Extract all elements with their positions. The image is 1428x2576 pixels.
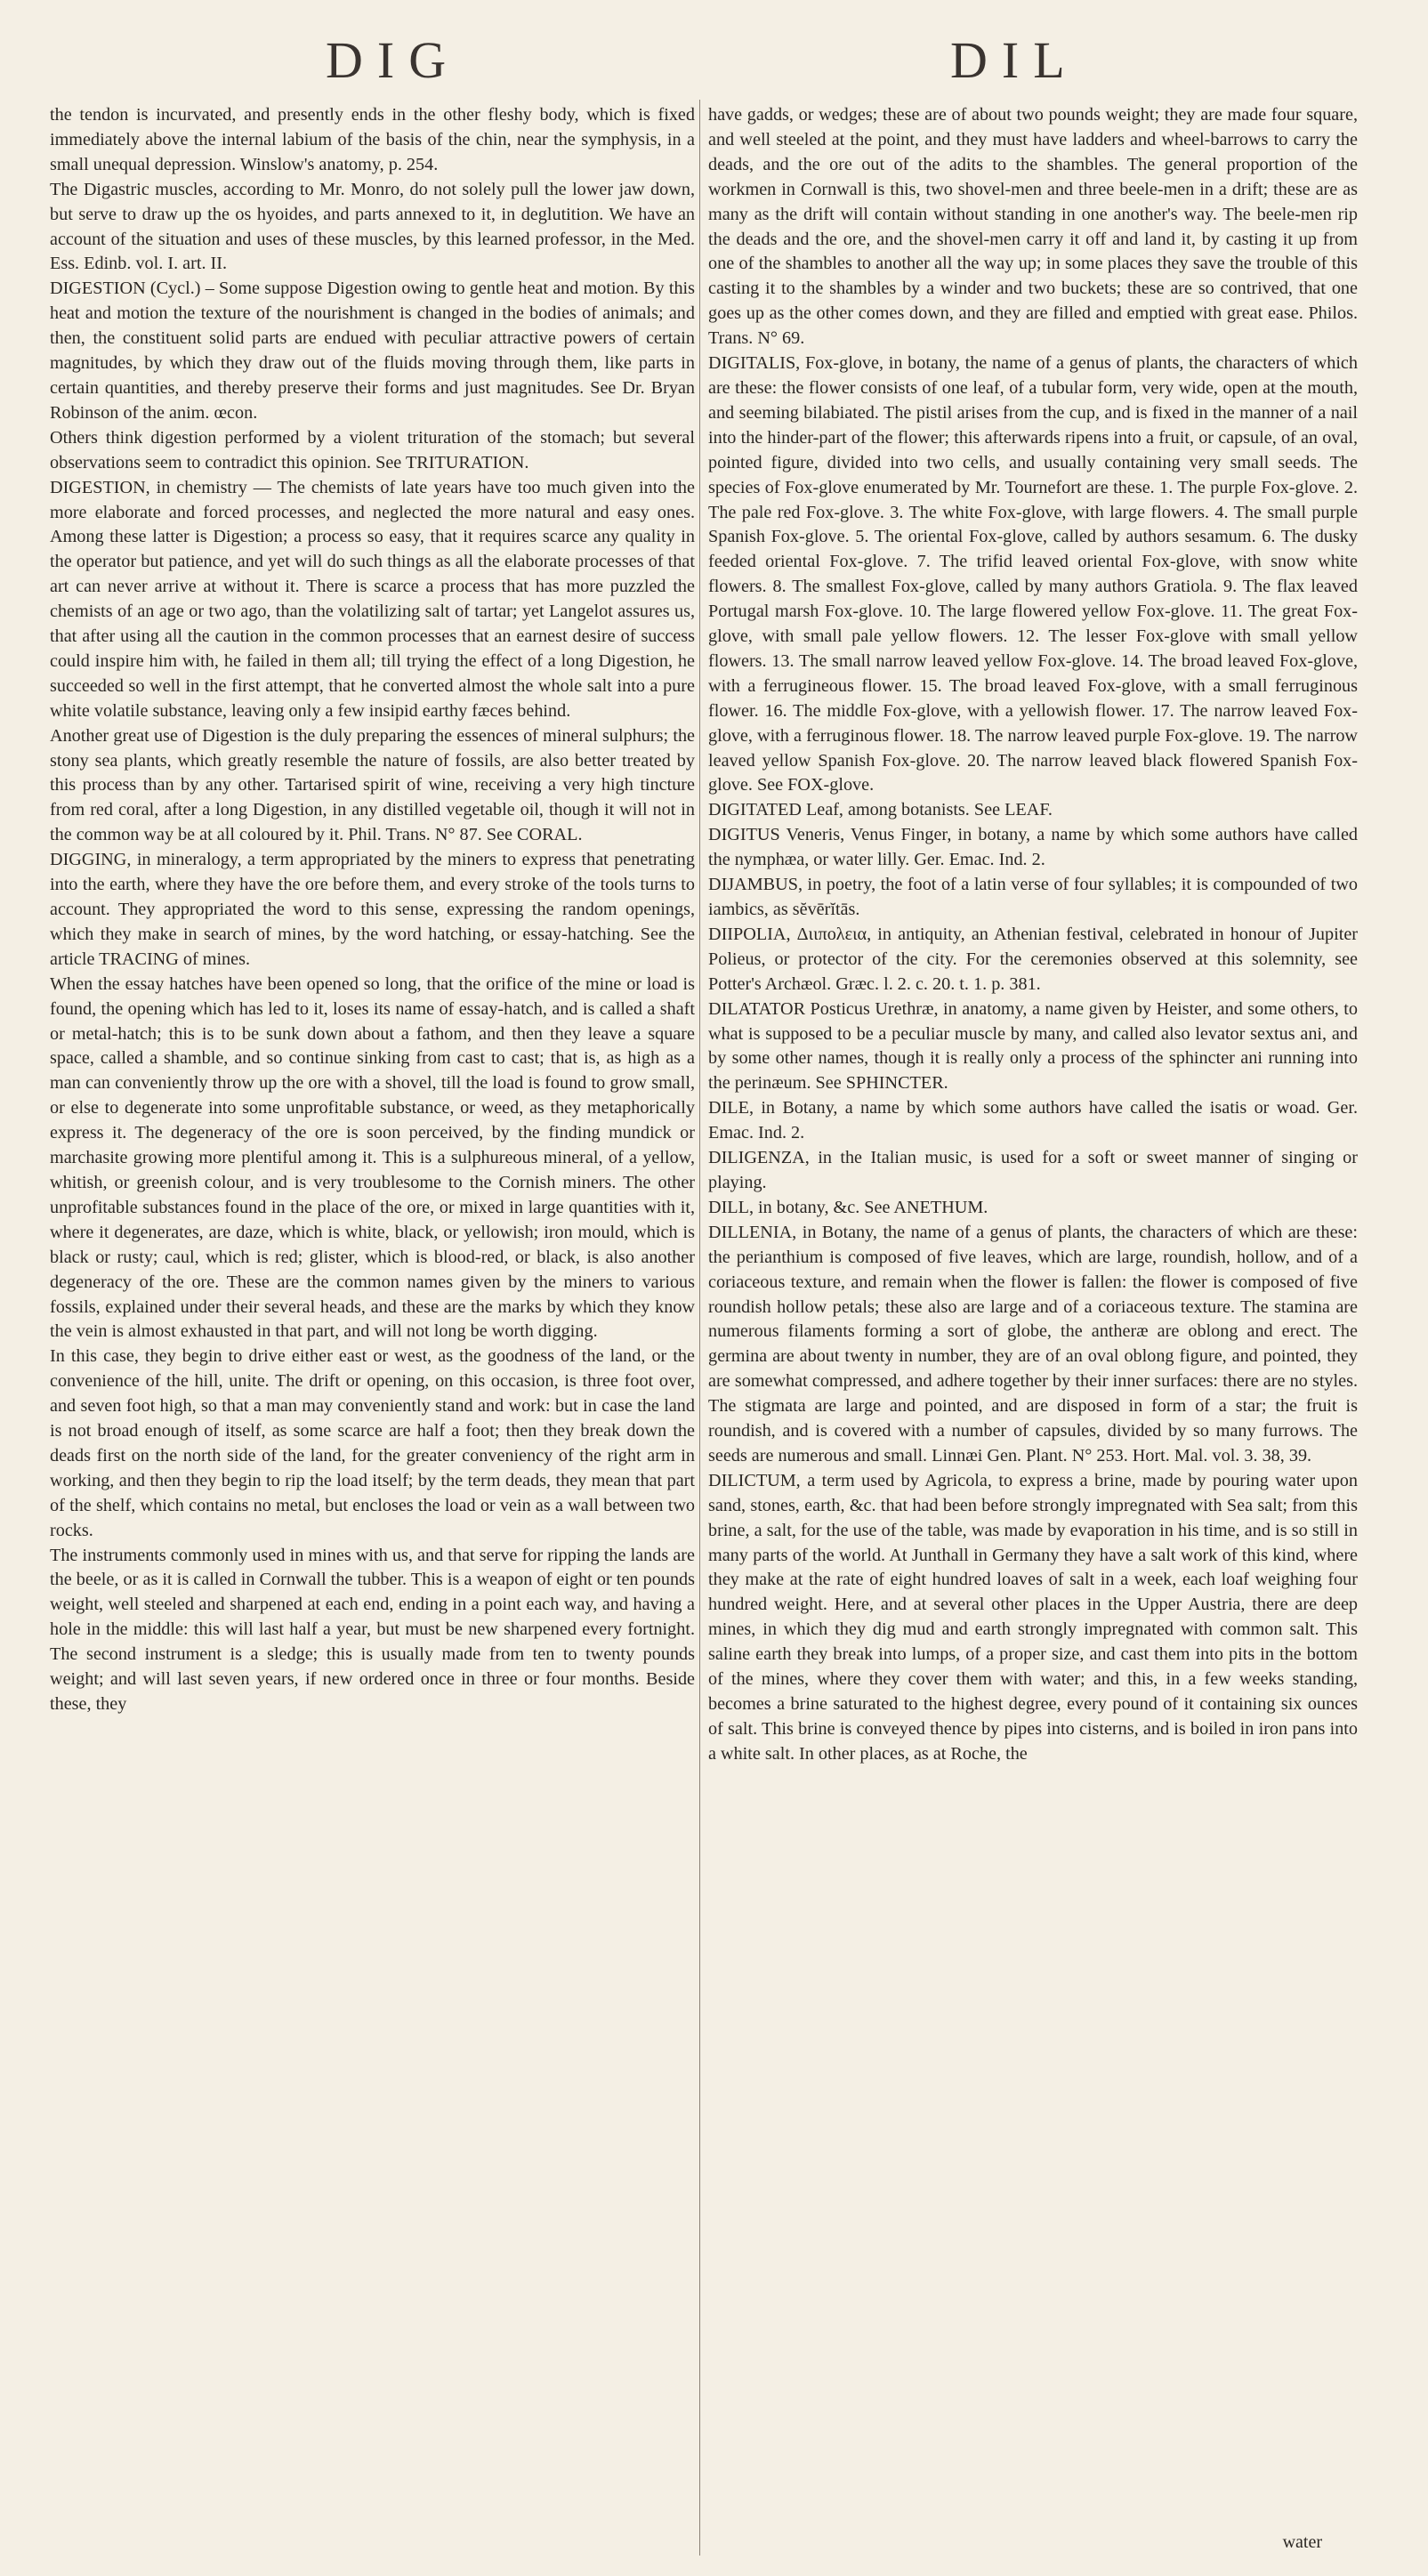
paragraph: DIGITUS Veneris, Venus Finger, in botany, a name by which some authors have called the nymphæa, or water lilly. Ger. Emac. Ind. 2. bbox=[708, 825, 1358, 870]
paragraph: DILE, in Botany, a name by which some authors have called the isatis or woad. Ger. Emac. Ind. 2. bbox=[708, 1098, 1358, 1143]
paragraph: the tendon is incurvated, and presently ends in the other fleshy body, which is fixed immediately above the internal labium of the basis of the chin, near the symphysis, in a small unequal depression. Winslow's anatomy, p. 254. bbox=[50, 105, 695, 174]
page-header bbox=[0, 30, 1428, 101]
paragraph: DIJAMBUS, in poetry, the foot of a latin verse of four syllables; it is compounded of two iambics, as sĕvērĭtās. bbox=[708, 875, 1358, 919]
paragraph: DIGITATED Leaf, among botanists. See LEAF. bbox=[708, 800, 1053, 820]
running-head-left: DIG bbox=[326, 31, 461, 89]
right-column bbox=[708, 103, 1358, 2559]
paragraph: DIGGING, in mineralogy, a term appropriated by the miners to express that penetrating into the earth, where they have the ore before them, and every stroke of the tools turns to account. They appropriated the word to this sense, expressing the random openings, which they make in search of mines, by the word hatching, or essay-hatching. See the article TRACING of mines. bbox=[50, 850, 695, 969]
paragraph: DIGESTION (Cycl.) – Some suppose Digestion owing to gentle heat and motion. By this heat and motion the texture of the nourishment is changed in the bodies of animals; and then, the constituent solid parts are endued with peculiar attractive powers of certain magnitudes, by which they draw out of the fluids moving through them, like parts in certain quantities, and thereby preserve their forms and just magnitudes. See Dr. Bryan Robinson of the anim. œcon. bbox=[50, 279, 695, 423]
paragraph: Another great use of Digestion is the duly preparing the essences of mineral sulphurs; the stony sea plants, which greatly resemble the nature of fossils, are also better treated by this process than by any other. Tartarised spirit of wine, receiving a very high tincture from red coral, after a long Digestion, in any distilled vegetable oil, though it will not in the common way be at all coloured by it. Phil. Trans. N° 87. See CORAL. bbox=[50, 725, 695, 845]
paragraph: DIGITALIS, Fox-glove, in botany, the name of a genus of plants, the characters of which are these: the flower consists of one leaf, of a tubular form, very wide, open at the mouth, and seeming bilabiated. The pistil arises from the cup, and is fixed in the manner of a nail into the hinder-part of the flower; this afterwards ripens into a fruit, or capsule, of an oval, pointed figure, divided into two cells, and usually containing very small seeds. The species of Fox-glove enumerated by Mr. Tournefort are these. 1. The purple Fox-glove. 2. The pale red Fox-glove. 3. The white Fox-glove, with large flowers. 4. The small purple Spanish Fox-glove. 5. The oriental Fox-glove, called by authors sesamum. 6. The dusky feeded oriental Fox-glove. 7. The trifid leaved oriental Fox-glove, with snow white flowers. 8. The smallest Fox-glove, called by many authors Gratiola. 9. The flax leaved Portugal marsh Fox-glove. 10. The large flowered yellow Fox-glove. 11. The great Fox-glove, with small pale yellow flowers. 12. The lesser Fox-glove with small yellow flowers. 13. The small narrow leaved yellow Fox-glove. 14. The broad leaved Fox-glove, with a ferrugineous flower. 15. The broad leaved Fox-glove, with a small ferruginous flower. 16. The middle Fox-glove, with a yellowish flower. 17. The narrow leaved Fox-glove, with a ferruginous flower. 18. The narrow leaved purple Fox-glove. 19. The narrow leaved yellow Spanish Fox-glove. 20. The narrow leaved black flowered Spanish Fox-glove. See FOX-glove. bbox=[708, 353, 1358, 795]
paragraph: Others think digestion performed by a violent trituration of the stomach; but several observations seem to contradict this opinion. See TRITURATION. bbox=[50, 427, 695, 472]
paragraph: DILIGENZA, in the Italian music, is used for a soft or sweet manner of singing or playing. bbox=[708, 1148, 1358, 1192]
paragraph: DILLENIA, in Botany, the name of a genus of plants, the characters of which are these: the perianthium is composed of five leaves, which are large, roundish, hollow, and of a coriaceous texture, and remain when the flower is fallen: the flower is composed of five roundish hollow petals; these also are large and of a coriaceous texture. The stamina are numerous filaments forming a sort of globe, the antheræ are oblong and erect. The germina are about twenty in number, they are of an oval oblong figure, and pointed, they are somewhat compressed, and adhere together by their inner surfaces: there are no styles. The stigmata are large and pointed, and are disposed in form of a star; the fruit is roundish, and is covered with a number of capsules, divided by so many furrows. The seeds are numerous and small. Linnæi Gen. Plant. N° 253. Hort. Mal. vol. 3. 38, 39. bbox=[708, 1222, 1358, 1466]
paragraph: DIIPOLIA, Διιπολεια, in antiquity, an Athenian festival, celebrated in honour of Jupiter Polieus, or protector of the city. For the ceremonies observed at this solemnity, see Potter's Archæol. Græc. l. 2. c. 20. t. 1. p. 381. bbox=[708, 924, 1358, 994]
paragraph: DILL, in botany, &c. See ANETHUM. bbox=[708, 1197, 988, 1217]
column-divider bbox=[699, 100, 700, 2556]
paragraph: When the essay hatches have been opened so long, that the orifice of the mine or load is found, the opening which has led to it, loses its name of essay-hatch, and is called a shaft or metal-hatch; this is to be sunk down about a fathom, and then they leave a square space, called a shamble, and so continue sinking from cast to cast; that is, as high as a man can conveniently throw up the ore with a shovel, till the load is found to grow small, or else to degenerate into some unprofitable substance, or weed, as they metaphorically express it. The degeneracy of the ore is soon perceived, by the finding mundick or marchasite growing more plentiful among it. This is a sulphureous mineral, of a yellow, whitish, or greenish colour, and is very troublesome to the Cornish miners. The other unprofitable substances found in the place of the ore, or mixed in large quantities with it, where it degenerates, are daze, which is white, black, or yellowish; iron mould, which is black or rusty; caul, which is red; glister, which is blood-red, or black, is also another degeneracy of the ore. These are the common names given by the miners to various fossils, explained under their several heads, and these are the marks by which they know the vein is almost exhausted in that part, and will not long be worth digging. bbox=[50, 973, 695, 1342]
left-column bbox=[50, 103, 695, 2559]
running-head-right: DIL bbox=[950, 31, 1079, 89]
paragraph: DILATATOR Posticus Urethræ, in anatomy, a name given by Heister, and some others, to what is supposed to be a peculiar muscle by many, and called also levator sextus ani, and by some other names, though it is really only a process of the sphincter ani running into the perinæum. See SPHINCTER. bbox=[708, 998, 1358, 1094]
paragraph: The instruments commonly used in mines with us, and that serve for ripping the lands are the beele, or as it is called in Cornwall the tubber. This is a weapon of eight or ten pounds weight, well steeled and sharpened at each end, ending in a point each way, and having a hole in the middle: this will last half a year, but must be new sharpened every fortnight. The second instrument is a sledge; this is usually made from ten to twenty pounds weight; and will last seven years, if new ordered once in three or four months. Beside these, they bbox=[50, 1545, 695, 1714]
paragraph: have gadds, or wedges; these are of about two pounds weight; they are made four square, and well steeled at the point, and they must have ladders and wheel-barrows to carry the deads, and the ore out of the adits to the shambles. The general proportion of the workmen in Cornwall is this, two shovel-men and three beele-men in a drift; these are as many as the drift will contain without standing in one another's way. The beele-men rip the deads and the ore, and the shovel-men carry it off and land it, by casting it up from one of the shambles to another all the way up; in some places they save the trouble of this casting it to the shambles by a winder and two buckets; these are so contrived, that one goes up as the other comes down, and they are filled and emptied with great ease. Philos. Trans. N° 69. bbox=[708, 105, 1358, 349]
paragraph: DILICTUM, a term used by Agricola, to express a brine, made by pouring water upon sand, stones, earth, &c. that had been before strongly impregnated with Sea salt; from this brine, a salt, for the use of the table, was made by evaporation in his time, and is so still in many parts of the world. At Junthall in Germany they have a salt work of this kind, where they make at the rate of eight hundred loaves of salt in a week, each loaf weighing four hundred weight. Here, and at several other places in the Upper Austria, there are deep mines, in which they dig mud and earth strongly impregnated with common salt. This saline earth they break into lumps, of a proper size, and cast them into pits in the bottom of the mines, where they cover them with water; and this, in a few weeks standing, becomes a brine saturated to the highest degree, every pound of it containing six ounces of salt. This brine is conveyed thence by pipes into cisterns, and is boiled in iron pans into a white salt. In other places, as at Roche, the bbox=[708, 1470, 1358, 1764]
catchword: water bbox=[1282, 2532, 1322, 2553]
paragraph: The Digastric muscles, according to Mr. Monro, do not solely pull the lower jaw down, but serve to draw up the os hyoides, and parts annexed to it, in deglutition. We have an account of the situation and uses of these muscles, by this learned professor, in the Med. Ess. Edinb. vol. I. art. II. bbox=[50, 179, 695, 274]
paragraph: DIGESTION, in chemistry — The chemists of late years have too much given into the more elaborate and forced processes, and neglected the more natural and easy ones. Among these latter is Digestion; a process so easy, that it requires scarce any quality in the operator but patience, and yet will do such things as all the elaborate processes of that art can never arrive at without it. There is scarce a process that has more puzzled the chemists of an age or two ago, than the volatilizing salt of tartar; yet Langelot assures us, that after using all the caution in the common processes that an earnest desire of success could inspire him with, he failed in them all; till trying the effect of a long Digestion, he succeeded so well in the first attempt, that he converted almost the whole salt into a pure white volatile substance, leaving only a few insipid earthy fæces behind. bbox=[50, 477, 695, 721]
paragraph: In this case, they begin to drive either east or west, as the goodness of the land, or the convenience of the hill, unite. The drift or opening, on this occasion, is three foot over, and seven foot high, so that a man may conveniently stand and work: but in case the land is not broad enough of itself, as some scarce are half a foot; then they break down the deads first on the north side of the land, for the greater conveniency of the right arm in working, and then they begin to rip the load itself; by the term deads, they mean that part of the shelf, which contains no metal, but encloses the load or vein as a wall between two rocks. bbox=[50, 1346, 695, 1540]
